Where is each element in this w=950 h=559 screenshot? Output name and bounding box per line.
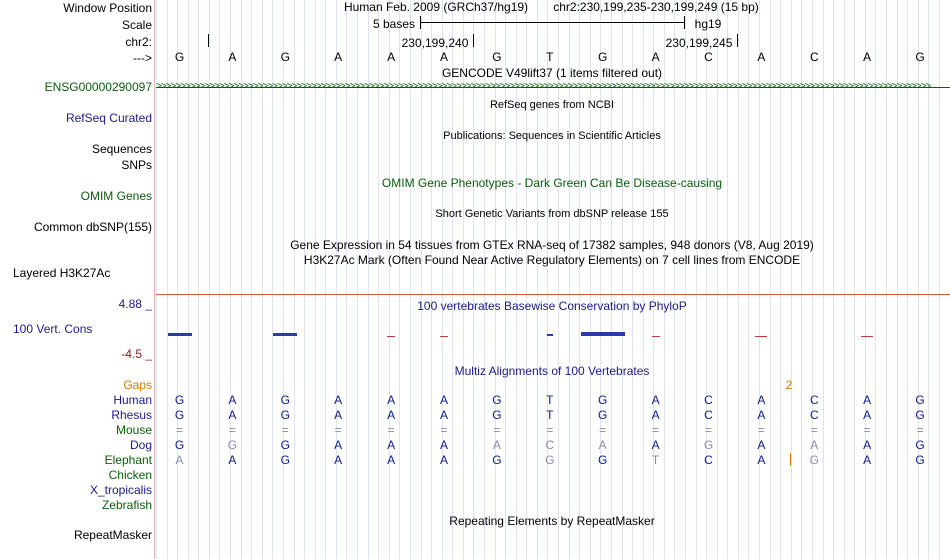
alignment-base-rhesus: T [546,408,554,422]
reference-base: A [863,50,872,64]
h3k27ac-track-title[interactable]: H3K27Ac Mark (Often Found Near Active Regulatory Elements) on 7 cell lines from ENCODE [303,253,801,267]
scale-db: hg19 [694,17,722,31]
alignment-base-human: G [598,393,608,407]
gtex-track-title[interactable]: Gene Expression in 54 tissues from GTEx RNA-seq of 17382 samples, 948 donors (V8, Aug 2019) [290,238,814,252]
alignment-base-elephant: G [280,453,290,467]
alignment-base-mouse: = [810,423,818,437]
alignment-base-dog: A [757,438,766,452]
alignment-base-human: G [174,393,185,407]
alignment-base-mouse: = [599,423,607,437]
species-label-elephant: Elephant [104,453,152,467]
alignment-base-mouse: = [175,423,183,437]
alignment-base-human: G [915,393,925,407]
reference-base: A [387,50,396,64]
ruler-tick-1 [473,34,474,47]
alignment-base-mouse: = [652,423,660,437]
snps-label[interactable]: SNPs [121,158,152,172]
alignment-base-mouse: = [440,423,448,437]
repeatmasker-track-title[interactable]: Repeating Elements by RepeatMasker [449,514,655,528]
multiz-track-title[interactable]: Multiz Alignments of 100 Vertebrates [454,364,650,378]
alignment-base-dog: A [334,438,343,452]
ruler-tick-start [208,34,209,47]
alignment-base-rhesus: A [863,408,872,422]
alignment-base-rhesus: G [915,408,925,422]
alignment-base-dog: G [703,438,714,452]
alignment-base-dog: A [598,438,607,452]
reference-base: G [280,50,290,64]
gencode-strand-arrows: >>>>>>>>>>>>>>>>>>>>>>>>>>>>>>>>>>>>>>>>>>>>>>>>>>>>>>>>>>>>>>>>>>>>>>>>>>>>>>>>>>>>>>>>>>>>>>>>>>>>>>>>>>>>>>>>>>>>>>>>>>>>>>>>>>>>>>>>>>>>>>>>>>>>>>>>>>>>>>>> [156,81,931,92]
phylop-bar [652,336,660,337]
species-label-dog: Dog [129,438,152,452]
window-position-text: chr2:230,199,235-230,199,249 (15 bp) [553,0,759,14]
alignment-base-elephant: A [175,453,184,467]
phylop-bar [581,332,625,336]
conservation-track-label[interactable]: 100 Vert. Cons [13,322,93,336]
alignment-base-elephant: G [492,453,502,467]
track-label-column [0,0,155,559]
alignment-base-elephant: G [809,453,819,467]
h3k27ac-label[interactable]: Layered H3K27Ac [13,266,111,280]
reference-base: A [651,50,660,64]
phylop-bar [440,336,448,337]
alignment-base-mouse: = [387,423,395,437]
alignment-base-mouse: = [916,423,924,437]
alignment-base-elephant: A [757,453,766,467]
assembly-title: Human Feb. 2009 (GRCh37/hg19) [343,0,529,14]
alignment-base-human: A [387,393,396,407]
alignment-base-rhesus: A [228,408,237,422]
alignment-base-rhesus: C [704,408,713,422]
alignment-base-elephant: A [439,453,448,467]
alignment-base-mouse: = [281,423,289,437]
phylop-bar [755,336,767,337]
alignment-base-dog: A [810,438,819,452]
alignment-base-rhesus: A [334,408,343,422]
refseq-curated-label[interactable]: RefSeq Curated [65,111,152,125]
alignment-base-elephant: C [704,453,713,467]
alignment-base-mouse: = [493,423,501,437]
reference-base: G [598,50,608,64]
alignment-base-dog: C [545,438,555,452]
alignment-base-mouse: = [334,423,342,437]
phylop-bar [547,334,553,336]
alignment-base-human: C [809,393,819,407]
strand-arrow-label: ---> [133,51,152,65]
elephant-gap-insert-marker [790,453,791,466]
alignment-base-dog: G [915,438,925,452]
refseq-track-title[interactable]: RefSeq genes from NCBI [489,99,615,111]
alignment-base-human: A [228,393,237,407]
alignment-base-rhesus: G [174,408,185,422]
reference-base: A [439,50,448,64]
species-label-zebrafish: Zebrafish [101,498,152,512]
dbsnp-label[interactable]: Common dbSNP(155) [33,220,152,234]
alignment-base-elephant: A [863,453,872,467]
species-label-chicken: Chicken [108,468,152,482]
species-label-mouse: Mouse [115,423,152,437]
alignment-base-mouse: = [757,423,765,437]
alignment-base-elephant: A [387,453,396,467]
publications-track-title[interactable]: Publications: Sequences in Scientific Articles [443,130,661,142]
ruler-coord-2: 230,199,245 [665,36,733,50]
phylop-track-title[interactable]: 100 vertebrates Basewise Conservation by PhyloP [417,299,687,313]
alignment-base-human: A [757,393,766,407]
reference-base: A [757,50,766,64]
conservation-max-label: 4.88 _ [118,297,152,311]
alignment-base-rhesus: G [492,408,502,422]
alignment-base-dog: A [651,438,660,452]
reference-base: T [546,50,554,64]
phylop-bar [387,336,395,337]
scale-bar [420,22,684,23]
alignment-base-rhesus: A [757,408,766,422]
alignment-base-human: A [863,393,872,407]
phylop-bar [861,336,873,337]
sequences-label[interactable]: Sequences [91,142,152,156]
h3k27ac-signal-line [156,294,950,295]
gencode-gene-label[interactable]: ENSG00000290097 [44,80,152,94]
alignment-base-elephant: G [598,453,608,467]
reference-base: A [228,50,237,64]
alignment-base-mouse: = [228,423,236,437]
alignment-base-dog: A [492,438,501,452]
alignment-base-mouse: = [704,423,712,437]
alignment-base-human: T [546,393,554,407]
reference-base: C [809,50,819,64]
alignment-base-rhesus: A [651,408,660,422]
alignment-base-dog: A [387,438,396,452]
alignment-base-dog: G [280,438,290,452]
alignment-base-human: C [704,393,713,407]
alignment-base-rhesus: A [387,408,396,422]
alignment-base-human: A [651,393,660,407]
scale-label: Scale [121,18,152,32]
window-position-label: Window Position [63,1,152,15]
species-label-rhesus: Rhesus [111,408,152,422]
ruler-tick-2 [737,34,738,47]
alignment-base-elephant: T [651,453,660,467]
alignment-base-rhesus: G [598,408,608,422]
dbsnp-track-title[interactable]: Short Genetic Variants from dbSNP release 155 [435,208,669,220]
ruler-coord-1: 230,199,240 [401,36,469,50]
alignment-base-elephant: G [545,453,555,467]
reference-base: G [492,50,502,64]
browser-track-image[interactable] [156,0,950,559]
alignment-base-elephant: G [915,453,925,467]
species-label-xtropicalis: X_tropicalis [89,483,152,497]
alignment-base-rhesus: C [809,408,819,422]
alignment-base-elephant: A [228,453,237,467]
alignment-base-dog: G [174,438,185,452]
alignment-base-mouse: = [546,423,554,437]
gaps-label: Gaps [123,378,152,392]
reference-base: G [174,50,185,64]
alignment-base-mouse: = [863,423,871,437]
omim-track-title[interactable]: OMIM Gene Phenotypes - Dark Green Can Be Disease-causing [381,176,723,190]
alignment-base-dog: A [439,438,448,452]
alignment-base-human: A [439,393,448,407]
alignment-base-elephant: A [334,453,343,467]
gencode-track-title[interactable]: GENCODE V49lift37 (1 items filtered out) [441,66,663,80]
alignment-base-rhesus: G [280,408,290,422]
alignment-base-dog: A [863,438,872,452]
alignment-base-dog: G [227,438,238,452]
alignment-base-rhesus: A [439,408,448,422]
reference-base: A [334,50,343,64]
species-label-human: Human [113,393,152,407]
gap-count-marker: 2 [785,378,793,392]
alignment-base-human: A [334,393,343,407]
scale-text: 5 bases [372,17,416,31]
phylop-bar [168,333,192,336]
alignment-base-human: G [492,393,502,407]
alignment-base-human: G [280,393,290,407]
scale-bar-right-tick [684,16,685,29]
reference-base: C [704,50,713,64]
repeatmasker-label[interactable]: RepeatMasker [73,528,152,542]
phylop-bar [273,333,297,336]
reference-base: G [915,50,925,64]
omim-genes-label[interactable]: OMIM Genes [80,189,152,203]
chrom-label: chr2: [125,35,152,49]
conservation-min-label: -4.5 _ [121,347,152,361]
